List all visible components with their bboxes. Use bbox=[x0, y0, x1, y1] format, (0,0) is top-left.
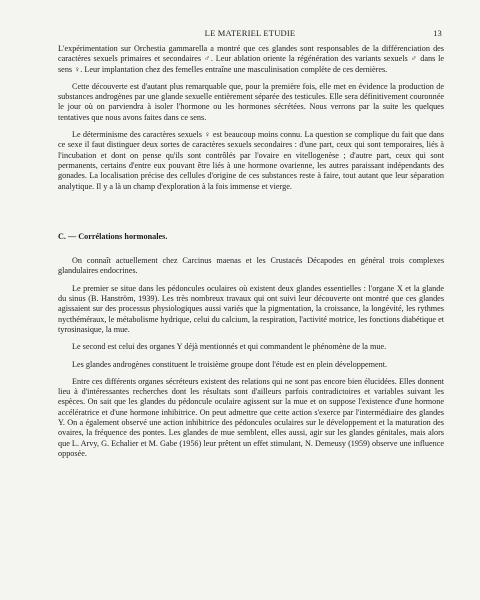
paragraph: Le déterminisme des caractères sexuels ♀ est beaucoup moins connu. La question se complique du fait que dans ce sexe il faut distinguer deux sortes de caractères sexuels secondaires : d'une part, ceux qui sont temporaires, liés à l'incubation et dont on pense qu'ils sont contrôlés par l'ovaire en vitellogenèse ; d'autre part, ceux qui sont permanents, certains d'entre eux pouvant être liés à une hormone ovarienne, les autres paraissant indépendants des gonades. La localisation précise des cellules d'origine de ces substances reste à faire, tout autant que leur séparation analytique. Il y a là un champ d'exploration à la fois immense et vierge. bbox=[58, 130, 444, 191]
page-number: 13 bbox=[433, 28, 442, 38]
paragraph: On connaît actuellement chez Carcinus maenas et les Crustacés Décapodes en général trois complexes glandulaires endocrines. bbox=[58, 256, 444, 276]
paragraph: Entre ces différents organes sécréteurs existent des relations qui ne sont pas encore bien élucidées. Elles donnent lieu à d'intéressantes recherches dont les résultats sont d'ailleurs parfois contradictoires et variables suivant les espèces. On sait que les glandes du pédoncule oculaire agissent sur la mue et on suppose l'existence d'une hormone accélératrice et d'une hormone inhibitrice. On peut admettre que cette action s'exerce par l'intermédiaire des glandes Y. On a également observé une action inhibitrice des pédoncules oculaires sur le développement et la maturation des ovaires, la fréquence des pontes. Les glandes de mue semblent, elles aussi, agir sur les glandes génitales, mais alors que L. Arvy, G. Echalier et M. Gabe (1956) leur prêtent un effet stimulant, N. Demeusy (1959) observe une influence opposée. bbox=[58, 376, 444, 458]
paragraph: Le premier se situe dans les pédoncules oculaires où existent deux glandes essentielles : l'organe X et la glande du sinus (B. Hanström, 1939). Les très nombreux travaux qui ont suivi leur découverte ont montré que ces glandes agissaient sur des processus physiologiques aussi variés que la pigmentation, la croissance, la longévité, les rythmes nycthéméraux, le métabolisme hydrique, celui du calcium, la respiration, l'activité motrice, les fonctions diabétique et tyrosinasique, la mue. bbox=[58, 283, 444, 334]
paragraph: Cette découverte est d'autant plus remarquable que, pour la première fois, elle met en évidence la production de substances androgènes par une glande sexuelle entièrement séparée des testicules. Elle sera définitivement couronnée le jour où on parviendra à isoler l'hormone ou les hormones sécrétées. Nous verrons par la suite les quelques tentatives que nous avons faites dans ce sens. bbox=[58, 81, 444, 122]
paragraph: Le second est celui des organes Y déjà mentionnés et qui commandent le phénomène de la mue. bbox=[72, 342, 387, 352]
section-heading: C. — Corrélations hormonales. bbox=[58, 231, 168, 241]
running-title: LE MATERIEL ETUDIE bbox=[204, 28, 296, 38]
body-text bbox=[58, 44, 444, 466]
paragraph: Les glandes androgènes constituent le troisième groupe dont l'étude est en plein développement. bbox=[72, 359, 388, 369]
paragraph: L'expérimentation sur Orchestia gammarella a montré que ces glandes sont responsables de la différenciation des caractères sexuels primaires et secondaires ♂. Leur ablation oriente la régénération des variants sexuels ♂ dans le sens ♀. Leur implantation chez des femelles entraîne une masculinisation complète de ces dernières. bbox=[58, 44, 444, 74]
